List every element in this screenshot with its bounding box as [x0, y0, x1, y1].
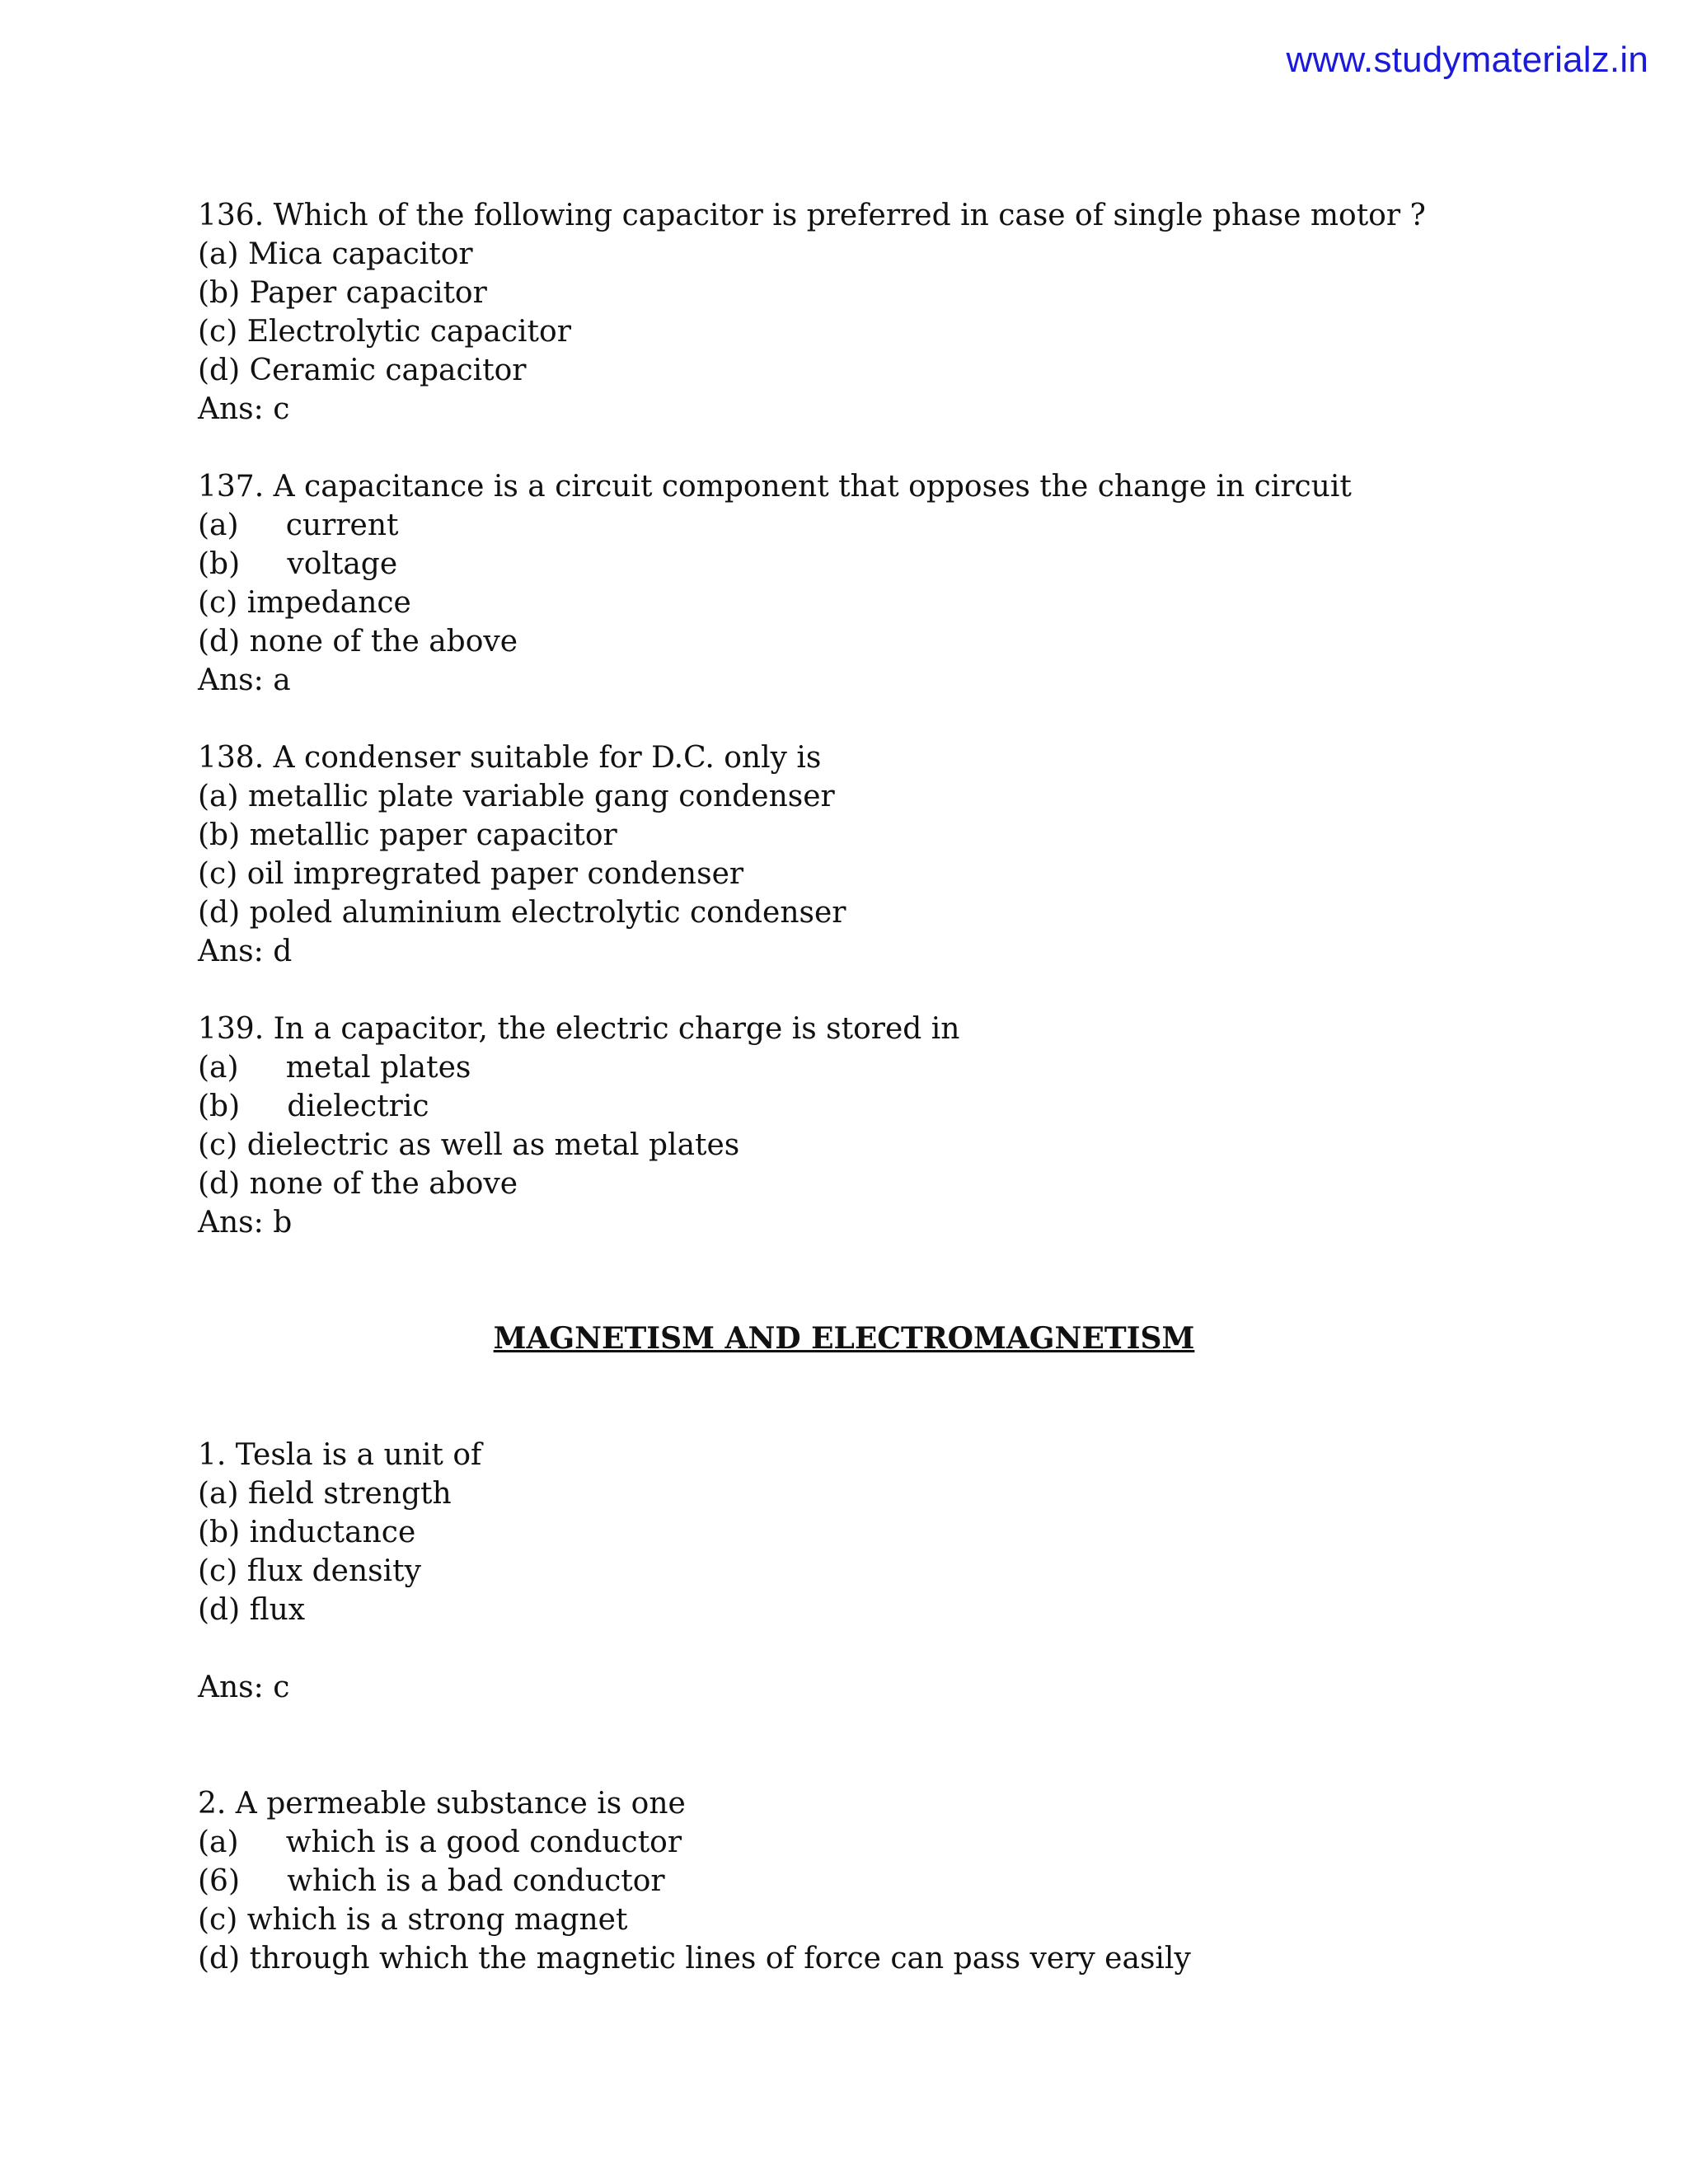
spacer — [198, 971, 1599, 1010]
option-b: (b) dielectric — [198, 1090, 429, 1123]
question-138 — [198, 738, 1599, 971]
spacer — [198, 700, 1599, 738]
spacer — [198, 1358, 1599, 1436]
option-a: (a) field strength — [198, 1477, 452, 1511]
question-text: 136. Which of the following capacitor is preferred in case of single phase motor ? — [198, 199, 1426, 232]
question-137 — [198, 467, 1599, 700]
spacer — [198, 1629, 1599, 1668]
question-m2 — [198, 1784, 1599, 1978]
option-a: (a) which is a good conductor — [198, 1825, 682, 1859]
option-a: (a) Mica capacitor — [198, 237, 473, 271]
section-heading: MAGNETISM AND ELECTROMAGNETISM — [493, 1321, 1195, 1356]
option-d: (d) flux — [198, 1593, 306, 1627]
option-b: (6) which is a bad conductor — [198, 1864, 665, 1898]
option-c: (c) flux density — [198, 1554, 421, 1588]
question-text: 2. A permeable substance is one — [198, 1787, 686, 1821]
option-c: (c) dielectric as well as metal plates — [198, 1128, 740, 1162]
question-text: 137. A capacitance is a circuit component that opposes the change in circuit — [198, 470, 1352, 504]
option-c: (c) Electrolytic capacitor — [198, 315, 571, 349]
answer: Ans: c — [198, 392, 290, 426]
question-m1 — [198, 1436, 1599, 1707]
answer: Ans: a — [198, 663, 291, 697]
option-c: (c) impedance — [198, 586, 411, 620]
option-c: (c) which is a strong magnet — [198, 1903, 628, 1937]
question-text: 1. Tesla is a unit of — [198, 1438, 482, 1472]
question-139 — [198, 1010, 1599, 1242]
option-c: (c) oil impregrated paper condenser — [198, 857, 744, 891]
option-d: (d) Ceramic capacitor — [198, 354, 527, 387]
answer: Ans: c — [198, 1671, 290, 1704]
option-d: (d) through which the magnetic lines of force can pass very easily — [198, 1942, 1191, 1975]
option-b: (b) inductance — [198, 1516, 416, 1549]
option-b: (b) metallic paper capacitor — [198, 818, 617, 852]
option-b: (b) voltage — [198, 547, 398, 581]
question-136 — [198, 196, 1599, 429]
option-a: (a) metallic plate variable gang condenser — [198, 780, 835, 813]
question-text: 138. A condenser suitable for D.C. only is — [198, 741, 822, 775]
option-a: (a) metal plates — [198, 1051, 471, 1085]
answer: Ans: b — [198, 1206, 293, 1240]
option-b: (b) Paper capacitor — [198, 276, 487, 310]
spacer — [198, 1242, 1599, 1319]
option-d: (d) none of the above — [198, 625, 518, 658]
option-a: (a) current — [198, 509, 399, 542]
option-d: (d) none of the above — [198, 1167, 518, 1201]
option-d: (d) poled aluminium electrolytic condenser — [198, 896, 846, 930]
spacer — [198, 1707, 1599, 1784]
document-body — [198, 196, 1599, 1978]
spacer — [198, 429, 1599, 467]
site-link[interactable]: www.studymaterialz.in — [1286, 40, 1648, 80]
answer: Ans: d — [198, 935, 293, 968]
question-text: 139. In a capacitor, the electric charge is stored in — [198, 1012, 960, 1046]
